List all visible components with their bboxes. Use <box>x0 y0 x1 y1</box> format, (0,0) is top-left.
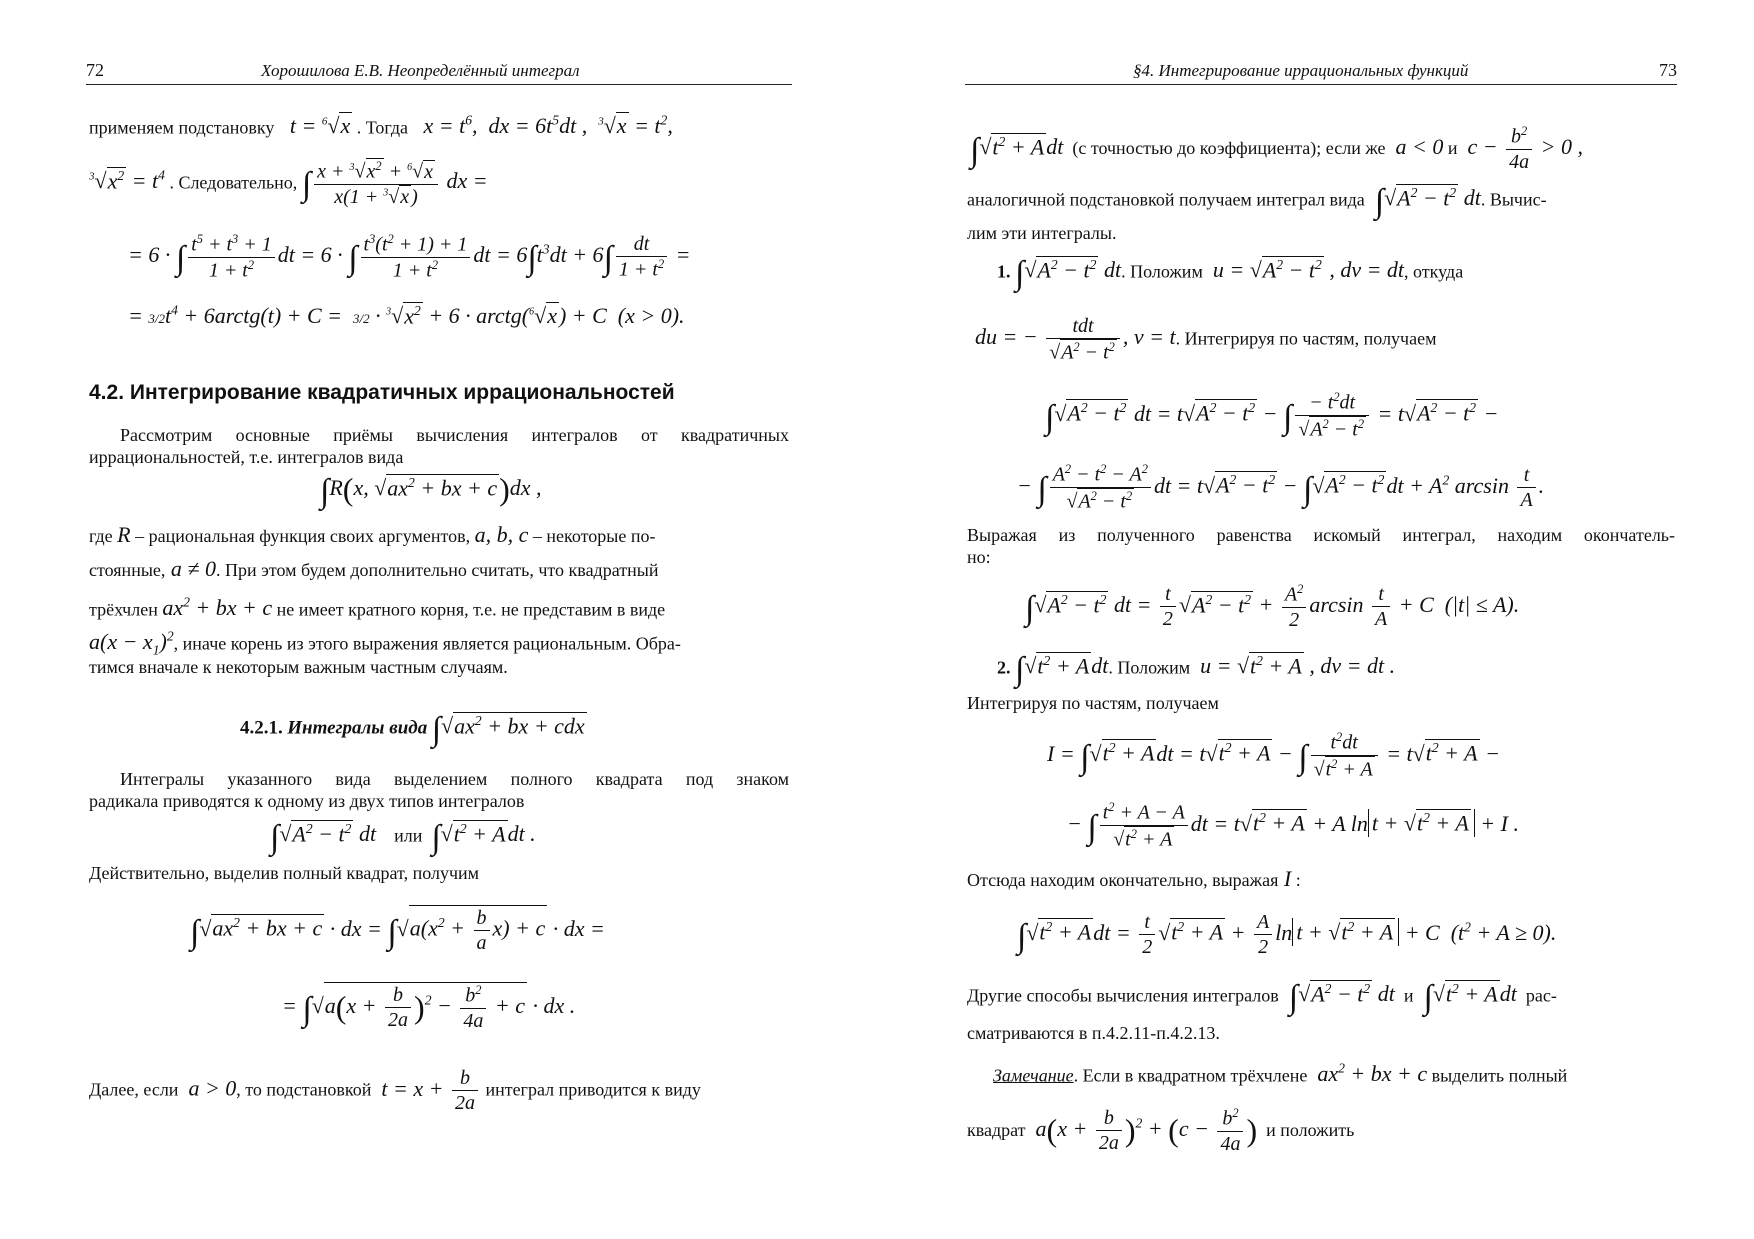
item-1: 1. $\int√A^2 - t^2$ dt. Положим $u = √A^2 - t^2$ , dv = dt, откуда <box>997 255 1464 293</box>
section-title: 4.2. Интегрирование квадратичных иррациональностей <box>89 381 675 404</box>
line-trinomial: трёхчлен $ax^2$ + bx + c не имеет кратного корня, т.е. не представим в виде <box>89 595 666 621</box>
formula-complete-square-1: $\int√ax^2$ + bx + c · dx = $\int√a(x^2$ + $\frac{b}{a}$ x) + c · dx = <box>190 907 605 954</box>
line-otherwise: $a(x - x_1)^2$, иначе корень из этого выражения является рациональным. Обра- <box>89 629 681 658</box>
formula-complete-square-2: = ∫√a(x + $\frac{b}{2a}$ )$^2$ − $\frac{b^2}{4a}$ + c · dx . <box>282 983 576 1032</box>
left-page-number: 72 <box>86 60 104 80</box>
remark-label: Замечание <box>993 1065 1074 1086</box>
line-considered: сматриваются в п.4.2.11-п.4.2.13. <box>967 1023 1220 1043</box>
line-square: квадрат a(x + $\frac{b}{2a}$ )$^2$ + (c − $\frac{b^2}{4a}$ ) и положить <box>967 1106 1355 1155</box>
line-substitution: применяем подстановку t = $^6$√x . Тогда $x = t^6$, dx = $6t^5dt$ , $^3√x = t^2$, <box>89 113 673 139</box>
left-page-header <box>86 58 792 85</box>
line-similar-sub: аналогичной подстановкой получаем интеграл вида $\int√A^2 - t^2$ dt. Вычис- <box>967 183 1547 221</box>
line-special-cases: тимся вначале к некоторым важным частным случаям. <box>89 657 508 677</box>
formula-by-parts-2: − ∫ $\frac{A^2 - t^2 - A^2}{√A^2 - t^2}$ dt = $t√A^2 - t^2 - \int√A^2 - t^2dt + A^2$ arcsin $\frac{t}{A}$ . <box>1017 462 1545 513</box>
right-page-number: 73 <box>1659 60 1677 80</box>
p1-line2: иррациональностей, т.е. интегралов вида <box>89 447 404 467</box>
p1-line1: Рассмотрим основные приёмы вычисления интегралов от квадратичных <box>120 425 789 445</box>
formula-by-parts-4: − ∫ $\frac{t^2 + A - A}{√t^2 + A}$ dt = $t√t^2 + A + A$ $\ln t + √t^2 + A + I$ . <box>1067 800 1519 851</box>
line-where: где R – рациональная функция своих аргументов, a, b, c – некоторые по- <box>89 522 656 547</box>
line-constants: стоянные, a ≠ 0. При этом будем дополнительно считать, что квадратный <box>89 556 659 581</box>
line-compute: лим эти интегралы. <box>967 223 1117 243</box>
formula-sub-1: = 6 · ∫ $\frac{t^5 + t^3 + 1}{1 + t^2}$ dt = 6 · ∫ $\frac{t^3(t^2 + 1) + 1}{1 + t^2}$ dt = $6\int t^3dt + 6\int$ $\frac{dt}{1 + t^2}$ = <box>128 232 691 282</box>
line-du: du = − $\frac{\text{tdt}}{√A^2 - t^2}$ , v = t. Интегрируя по частям, получаем <box>975 315 1437 364</box>
line-hence: Отсюда находим окончательно, выражая I : <box>967 866 1301 891</box>
formula-sub-2: = $3/2t^4$ + 6arctg(t) + $C = 3/2 \cdot ^3√x^2 + 6$ · arctg($^6$√x) + C (x > 0). <box>128 303 685 329</box>
line-indeed: Действительно, выделив полный квадрат, получим <box>89 863 480 883</box>
line-expressing-2: но: <box>967 547 991 567</box>
line-expressing: Выражая из полученного равенства искомый интеграл, находим окончатель- <box>967 525 1675 545</box>
right-header-title: §4. Интегрирование иррациональных функций <box>1133 61 1469 80</box>
line-if-a-negative: $\int√t^2$ + Adt (с точностью до коэффициента); если же a < 0 и c − $\frac{b^2}{4a}$ > 0 , <box>970 124 1584 173</box>
subsection-4-2-1: 4.2.1. Интегралы вида $\int√ax^2$ + bx + cdx <box>240 711 585 749</box>
formula-result-2: $\int√t^2$ + Adt = $\frac{t}{2}$ $√t^2 + A$ + $\frac{A}{2}$ $\ln t + √t^2 + A + C$ $(t^2 + A \ge 0)$. <box>1017 911 1557 958</box>
formula-general-integral: ∫R(x, $√ax^2$ + bx + c)dx , <box>320 471 542 511</box>
line-other-methods: Другие способы вычисления интегралов $\int√A^2 - t^2$ dt и $\int√t^2$ + Adt рас- <box>967 979 1557 1017</box>
formula-by-parts-1: $\int√A^2 - t^2$ dt = $t√A^2 - t^2$ − ∫ $\frac{- t^2dt}{√A^2 - t^2}$ = $t√A^2 - t^2$ − <box>1045 390 1499 441</box>
p2-line2: радикала приводятся к одному из двух типов интегралов <box>89 791 525 811</box>
line-by-parts-2: Интегрируя по частям, получаем <box>967 693 1219 713</box>
formula-result-1: $\int√A^2 - t^2$ dt = $\frac{t}{2}$ $√A^2 - t^2$ + $\frac{A^2}{2}$ arcsin $\frac{t}{A}$ + C (|t| ≤ A). <box>1025 582 1520 631</box>
left-header-title: Хорошилова Е.В. Неопределённый интеграл <box>261 61 580 80</box>
right-page-header <box>965 58 1677 85</box>
p2-line1: Интегралы указанного вида выделением полного квадрата под знаком <box>120 769 789 789</box>
line-consequently: $^3√x^2 = t^4$ . Следовательно, ∫ $\frac{x + ^3√x^2 + ^6√x}{x(1 + ^3√x )}$ dx = <box>89 159 488 208</box>
line-remark: Замечание. Если в квадратном трёхчлене $ax^2$ + bx + c выделить полный <box>993 1061 1568 1087</box>
item-2: 2. $\int√t^2$ + Adt. Положим $u = √t^2 + A$ , dv = dt . <box>997 651 1396 689</box>
right-page <box>877 0 1754 1239</box>
formula-by-parts-3: $I = \int√t^2$ + Adt = $t√t^2 + A$ − ∫ $\frac{t^2dt}{√t^2 + A}$ = $t√t^2 + A$ − <box>1047 730 1500 781</box>
line-further: Далее, если a > 0, то подстановкой t = x + $\frac{b}{2a}$ интеграл приводится к виду <box>89 1067 701 1114</box>
formula-two-types: $\int√A^2 - t^2$ dt или $\int√t^2$ + Adt . <box>270 819 536 857</box>
